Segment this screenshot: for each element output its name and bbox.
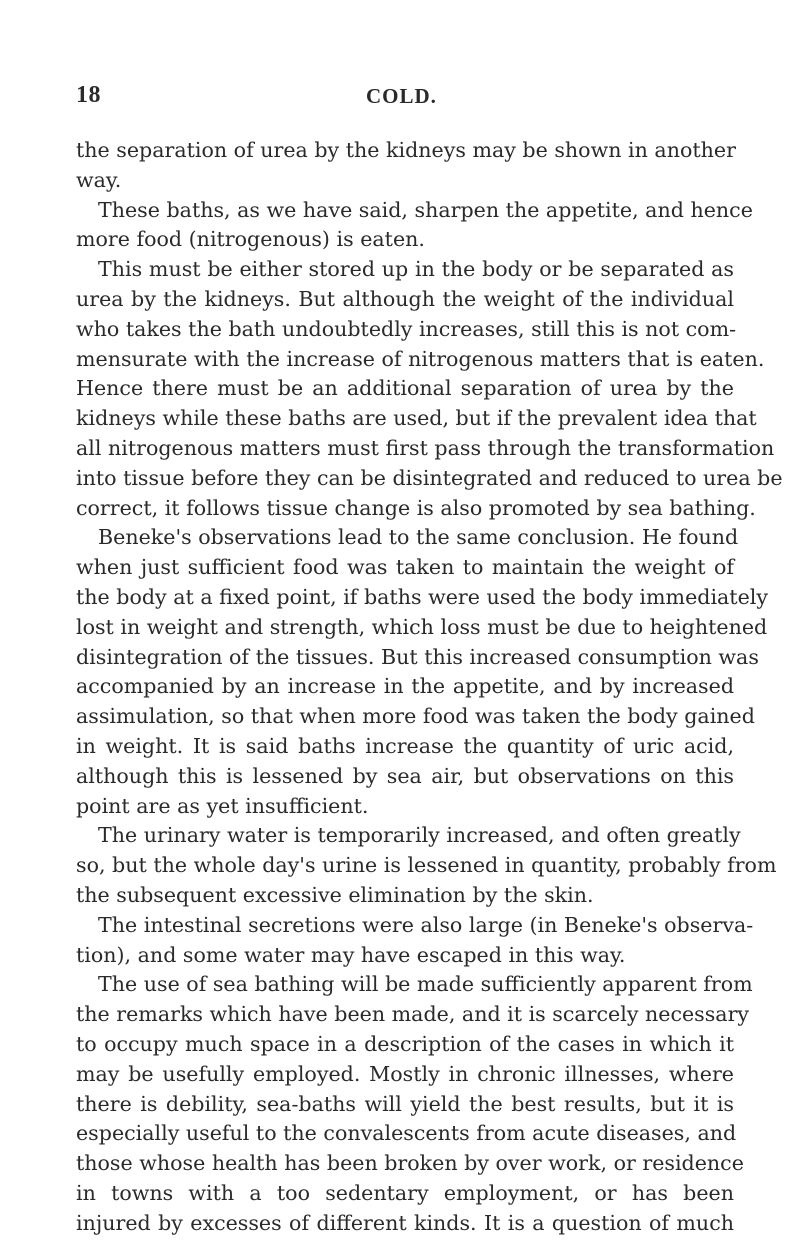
text-line: way.	[76, 167, 122, 192]
text-line: when just sufficient food was taken to maintain the weight of	[76, 555, 734, 580]
chapter-title: COLD.	[366, 84, 437, 108]
text-line: into tissue before they can be disintegrated and reduced to urea be	[76, 465, 783, 490]
text-line: more food (nitrogenous) is eaten.	[76, 227, 425, 252]
text-line: the subsequent excessive elimination by the skin.	[76, 882, 594, 907]
text-line: point are as yet insufficient.	[76, 793, 369, 818]
text-line: lost in weight and strength, which loss must be due to heightened	[76, 614, 768, 639]
text-line: there is debility, sea-baths will yield the best results, but it is	[76, 1091, 734, 1116]
text-line: all nitrogenous matters must first pass through the transformation	[76, 435, 775, 460]
text-line: in towns with a too sedentary employment, or has been	[76, 1180, 734, 1205]
text-line: mensurate with the increase of nitrogenous matters that is eaten.	[76, 346, 765, 371]
text-line: correct, it follows tissue change is also promoted by sea bathing.	[76, 495, 756, 520]
text-line: The urinary water is temporarily increased, and often greatly	[98, 823, 741, 848]
text-line: kidneys while these baths are used, but if the prevalent idea that	[76, 406, 757, 431]
text-line: may be usefully employed. Mostly in chronic illnesses, where	[76, 1061, 734, 1086]
text-line: who takes the bath undoubtedly increases, still this is not com-	[76, 316, 737, 341]
text-line: so, but the whole day's urine is lessened in quantity, probably from	[76, 853, 777, 878]
text-line: in weight. It is said baths increase the quantity of uric acid,	[76, 733, 734, 758]
text-line: These baths, as we have said, sharpen the appetite, and hence	[98, 197, 753, 222]
text-line: urea by the kidneys. But although the weight of the individual	[76, 286, 734, 311]
text-line: Hence there must be an additional separation of urea by the	[76, 376, 734, 401]
text-line: Beneke's observations lead to the same conclusion. He found	[98, 525, 739, 550]
text-line: the remarks which have been made, and it is scarcely necessary	[76, 1002, 750, 1027]
text-line: to occupy much space in a description of the cases in which it	[76, 1031, 734, 1056]
text-line: especially useful to the convalescents from acute diseases, and	[76, 1121, 737, 1146]
text-line: assimulation, so that when more food was taken the body gained	[76, 704, 755, 729]
text-line: The intestinal secretions were also large (in Beneke's observa-	[98, 912, 754, 937]
page-number: 18	[76, 82, 101, 108]
text-line: although this is lessened by sea air, but observations on this	[76, 763, 734, 788]
text-line: injured by excesses of different kinds. It is a question of much	[76, 1210, 734, 1235]
text-line: tion), and some water may have escaped in this way.	[76, 942, 626, 967]
text-line: disintegration of the tissues. But this increased consumption was	[76, 644, 759, 669]
running-head	[76, 82, 734, 112]
text-line: the separation of urea by the kidneys may be shown in another	[76, 138, 736, 162]
body-text	[76, 136, 783, 1238]
text-line: accompanied by an increase in the appetite, and by increased	[76, 674, 734, 699]
text-line: those whose health has been broken by over work, or residence	[76, 1151, 744, 1176]
text-line: The use of sea bathing will be made sufficiently apparent from	[98, 972, 753, 997]
text-line: the body at a fixed point, if baths were used the body immediately	[76, 584, 768, 609]
text-line: This must be either stored up in the body or be separated as	[98, 257, 734, 282]
